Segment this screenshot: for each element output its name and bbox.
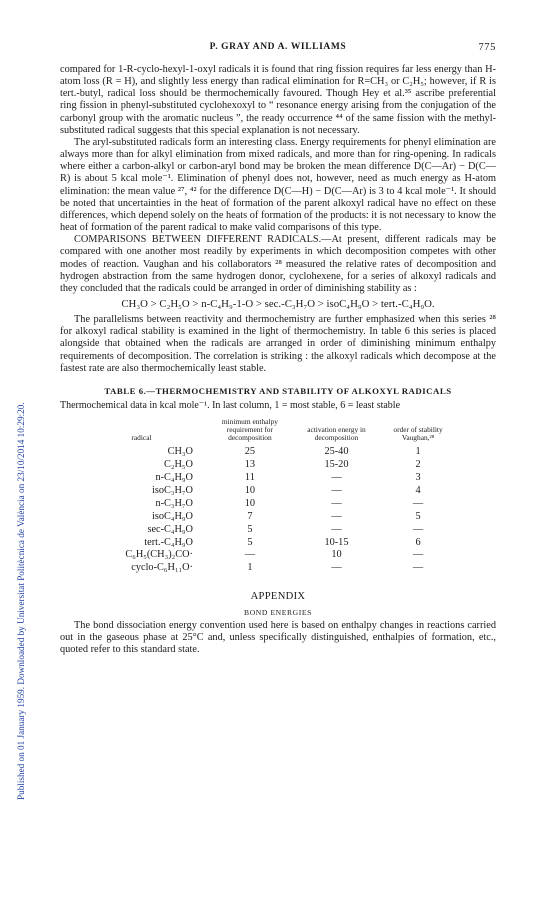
- cell-activation: —: [331, 497, 342, 509]
- table-row: [74, 485, 454, 498]
- cell-enthalpy: 5: [247, 536, 253, 548]
- article-body: [60, 64, 496, 656]
- cell-order: 3: [415, 472, 421, 484]
- cell-radical: isoC₄H₉O: [152, 510, 193, 522]
- cell-radical: n-C₃H₇O: [155, 497, 193, 509]
- page-header: [60, 42, 496, 56]
- paragraph-comparisons: COMPARISONS BETWEEN DIFFERENT RADICALS.—At present, different radicals may be compared with one another most readily by experiments in which decomposition competes with other modes of reaction. Vaughan and his collaborators ²⁸ measured the relative rates of decomposition and hydrogen abstraction from the same hydrogen donor, cyclohexene, for a series of alkoxyl radicals and they concluded that the radicals could be arranged in order of diminishing stability as :: [60, 234, 496, 294]
- cell-order: 4: [415, 484, 421, 496]
- cell-activation: —: [331, 523, 342, 535]
- cell-order: —: [412, 497, 424, 509]
- cell-radical: isoC₃H₇O: [152, 484, 193, 496]
- paragraph-ring-fission: compared for 1-R-cyclo-hexyl-1-oxyl radicals it is found that ring fission requires far less energy than H-atom loss (R = H), and slightly less energy than radical elimination for R=CH₃ or C₂H₅; however, if R is tert.-butyl, radical loss should be thermochemically favoured. Though Hey et al.³⁵ ascribe preferential ring fission in phenyl-substituted cyclohexoxyl to “ resonance energy arising from the conjugation of the carbonyl group with the aromatic nucleus ”, the ready occurrence ⁴⁴ of the same fission with the methyl-substituted radical suggests that this special explanation is not necessary.: [60, 64, 496, 136]
- table-row: [74, 537, 454, 550]
- table-body: [74, 446, 454, 575]
- cell-radical: CH₃O: [167, 446, 193, 458]
- cell-radical: C₆H₅(CH₃)₂CO·: [125, 549, 193, 561]
- cell-order: 5: [415, 510, 421, 522]
- table-header-row: [74, 418, 454, 446]
- thermochemistry-table: [74, 418, 454, 575]
- appendix-subtitle: BOND ENERGIES: [244, 608, 312, 618]
- cell-enthalpy: 10: [244, 497, 256, 509]
- table-caption: Thermochemical data in kcal mole⁻¹. In last column, 1 = most stable, 6 = least stable: [60, 400, 401, 412]
- cell-radical: C₂H₅O: [164, 459, 193, 471]
- table-row: [74, 511, 454, 524]
- cell-activation: —: [331, 562, 342, 574]
- cell-activation: —: [331, 484, 342, 496]
- cell-enthalpy: 11: [244, 472, 255, 484]
- cell-order: 1: [415, 446, 421, 458]
- cell-activation: —: [331, 472, 342, 484]
- table-row: [74, 472, 454, 485]
- running-head: P. GRAY AND A. WILLIAMS: [209, 42, 347, 52]
- table-row: [74, 549, 454, 562]
- cell-enthalpy: 10: [244, 484, 256, 496]
- download-watermark: [4, 40, 26, 840]
- cell-enthalpy: 7: [247, 510, 253, 522]
- cell-radical: sec-C₄H₉O: [147, 523, 193, 535]
- cell-order: 6: [415, 536, 421, 548]
- cell-enthalpy: 1: [247, 562, 253, 574]
- col-header-activation: activation energy in decomposition: [307, 425, 366, 443]
- cell-enthalpy: 25: [244, 446, 256, 458]
- paragraph-parallelisms: The parallelisms between reactivity and thermochemistry are further emphasized when this series ²⁸ for alkoxyl radical stability is examined in the light of thermochemistry. In table 6 this series is placed alongside that obtained when the radicals are arranged in order of diminishing minimum enthalpy requirements of decomposition. The correlation is striking : the alkoxyl radicals which decompose at the fastest rate are also thermochemically least stable.: [60, 314, 496, 374]
- table-row: [74, 524, 454, 537]
- cell-enthalpy: 5: [247, 523, 253, 535]
- cell-radical: n-C₄H₉O: [155, 472, 193, 484]
- download-notice-text: Published on 01 January 1959. Downloaded by Universitat Politècnica de València on 23/10/2014 10:29:20.: [16, 402, 26, 800]
- cell-radical: tert.-C₄H₉O: [144, 536, 193, 548]
- page-number: 775: [478, 42, 496, 53]
- table-row: [74, 446, 454, 459]
- table-row: [74, 562, 454, 575]
- table-row: [74, 459, 454, 472]
- cell-order: —: [412, 523, 424, 535]
- cell-enthalpy: —: [244, 549, 256, 561]
- col-header-enthalpy: minimum enthalpy requirement for decomposition: [221, 417, 278, 443]
- cell-activation: —: [331, 510, 342, 522]
- cell-activation: 15-20: [324, 459, 349, 471]
- cell-order: 2: [415, 459, 421, 471]
- table-row: [74, 498, 454, 511]
- appendix-paragraph: The bond dissociation energy convention used here is based on enthalpy changes in reactions carried out in the gaseous phase at 25°C and, unless specifically distinguished, enthalpies of formation, etc., quoted refer to this standard state.: [60, 619, 496, 655]
- col-header-radical: radical: [131, 433, 152, 443]
- cell-order: —: [412, 562, 424, 574]
- col-header-order: order of stability Vaughan,²⁸: [393, 425, 443, 443]
- cell-activation: 10-15: [324, 536, 349, 548]
- cell-order: —: [412, 549, 424, 561]
- table-title: TABLE 6.—THERMOCHEMISTRY AND STABILITY OF ALKOXYL RADICALS: [104, 385, 452, 396]
- cell-activation: 10: [331, 549, 342, 561]
- cell-radical: cyclo-C₆H₁₁O·: [131, 562, 193, 574]
- paragraph-aryl-radicals: The aryl-substituted radicals form an interesting class. Energy requirements for phenyl elimination are always more than for alkyl elimination from mixed radicals, and more than for ring-opening. In radicals where either a carbon-alkyl or carbon-aryl bond may be broken the mean difference D(C—Ar) − D(C—R) is about 5 kcal mole⁻¹. Elimination of phenyl does not, however, need as much energy as H-atom elimination: the mean value ²⁷, ⁴² for the difference D(C—H) − D(C—Ar) is 3 to 4 kcal mole⁻¹. It should be noted that uncertainties in the heat of formation of the parent alkoxyl radical have no effect on these differences, which depend solely on the heats of formation of the products: it is not necessary to know the heat of formation of the parent radical to make valid comparisons of this type.: [60, 136, 496, 234]
- appendix-title: APPENDIX: [250, 591, 306, 603]
- cell-enthalpy: 13: [244, 459, 256, 471]
- stability-series: CH₃O > C₂H₅O > n-C₄H₉-1-O > sec.-C₃H₇O > isoC₄H₉O > tert.-C₄H₉O.: [121, 297, 435, 310]
- cell-activation: 25-40: [324, 446, 349, 458]
